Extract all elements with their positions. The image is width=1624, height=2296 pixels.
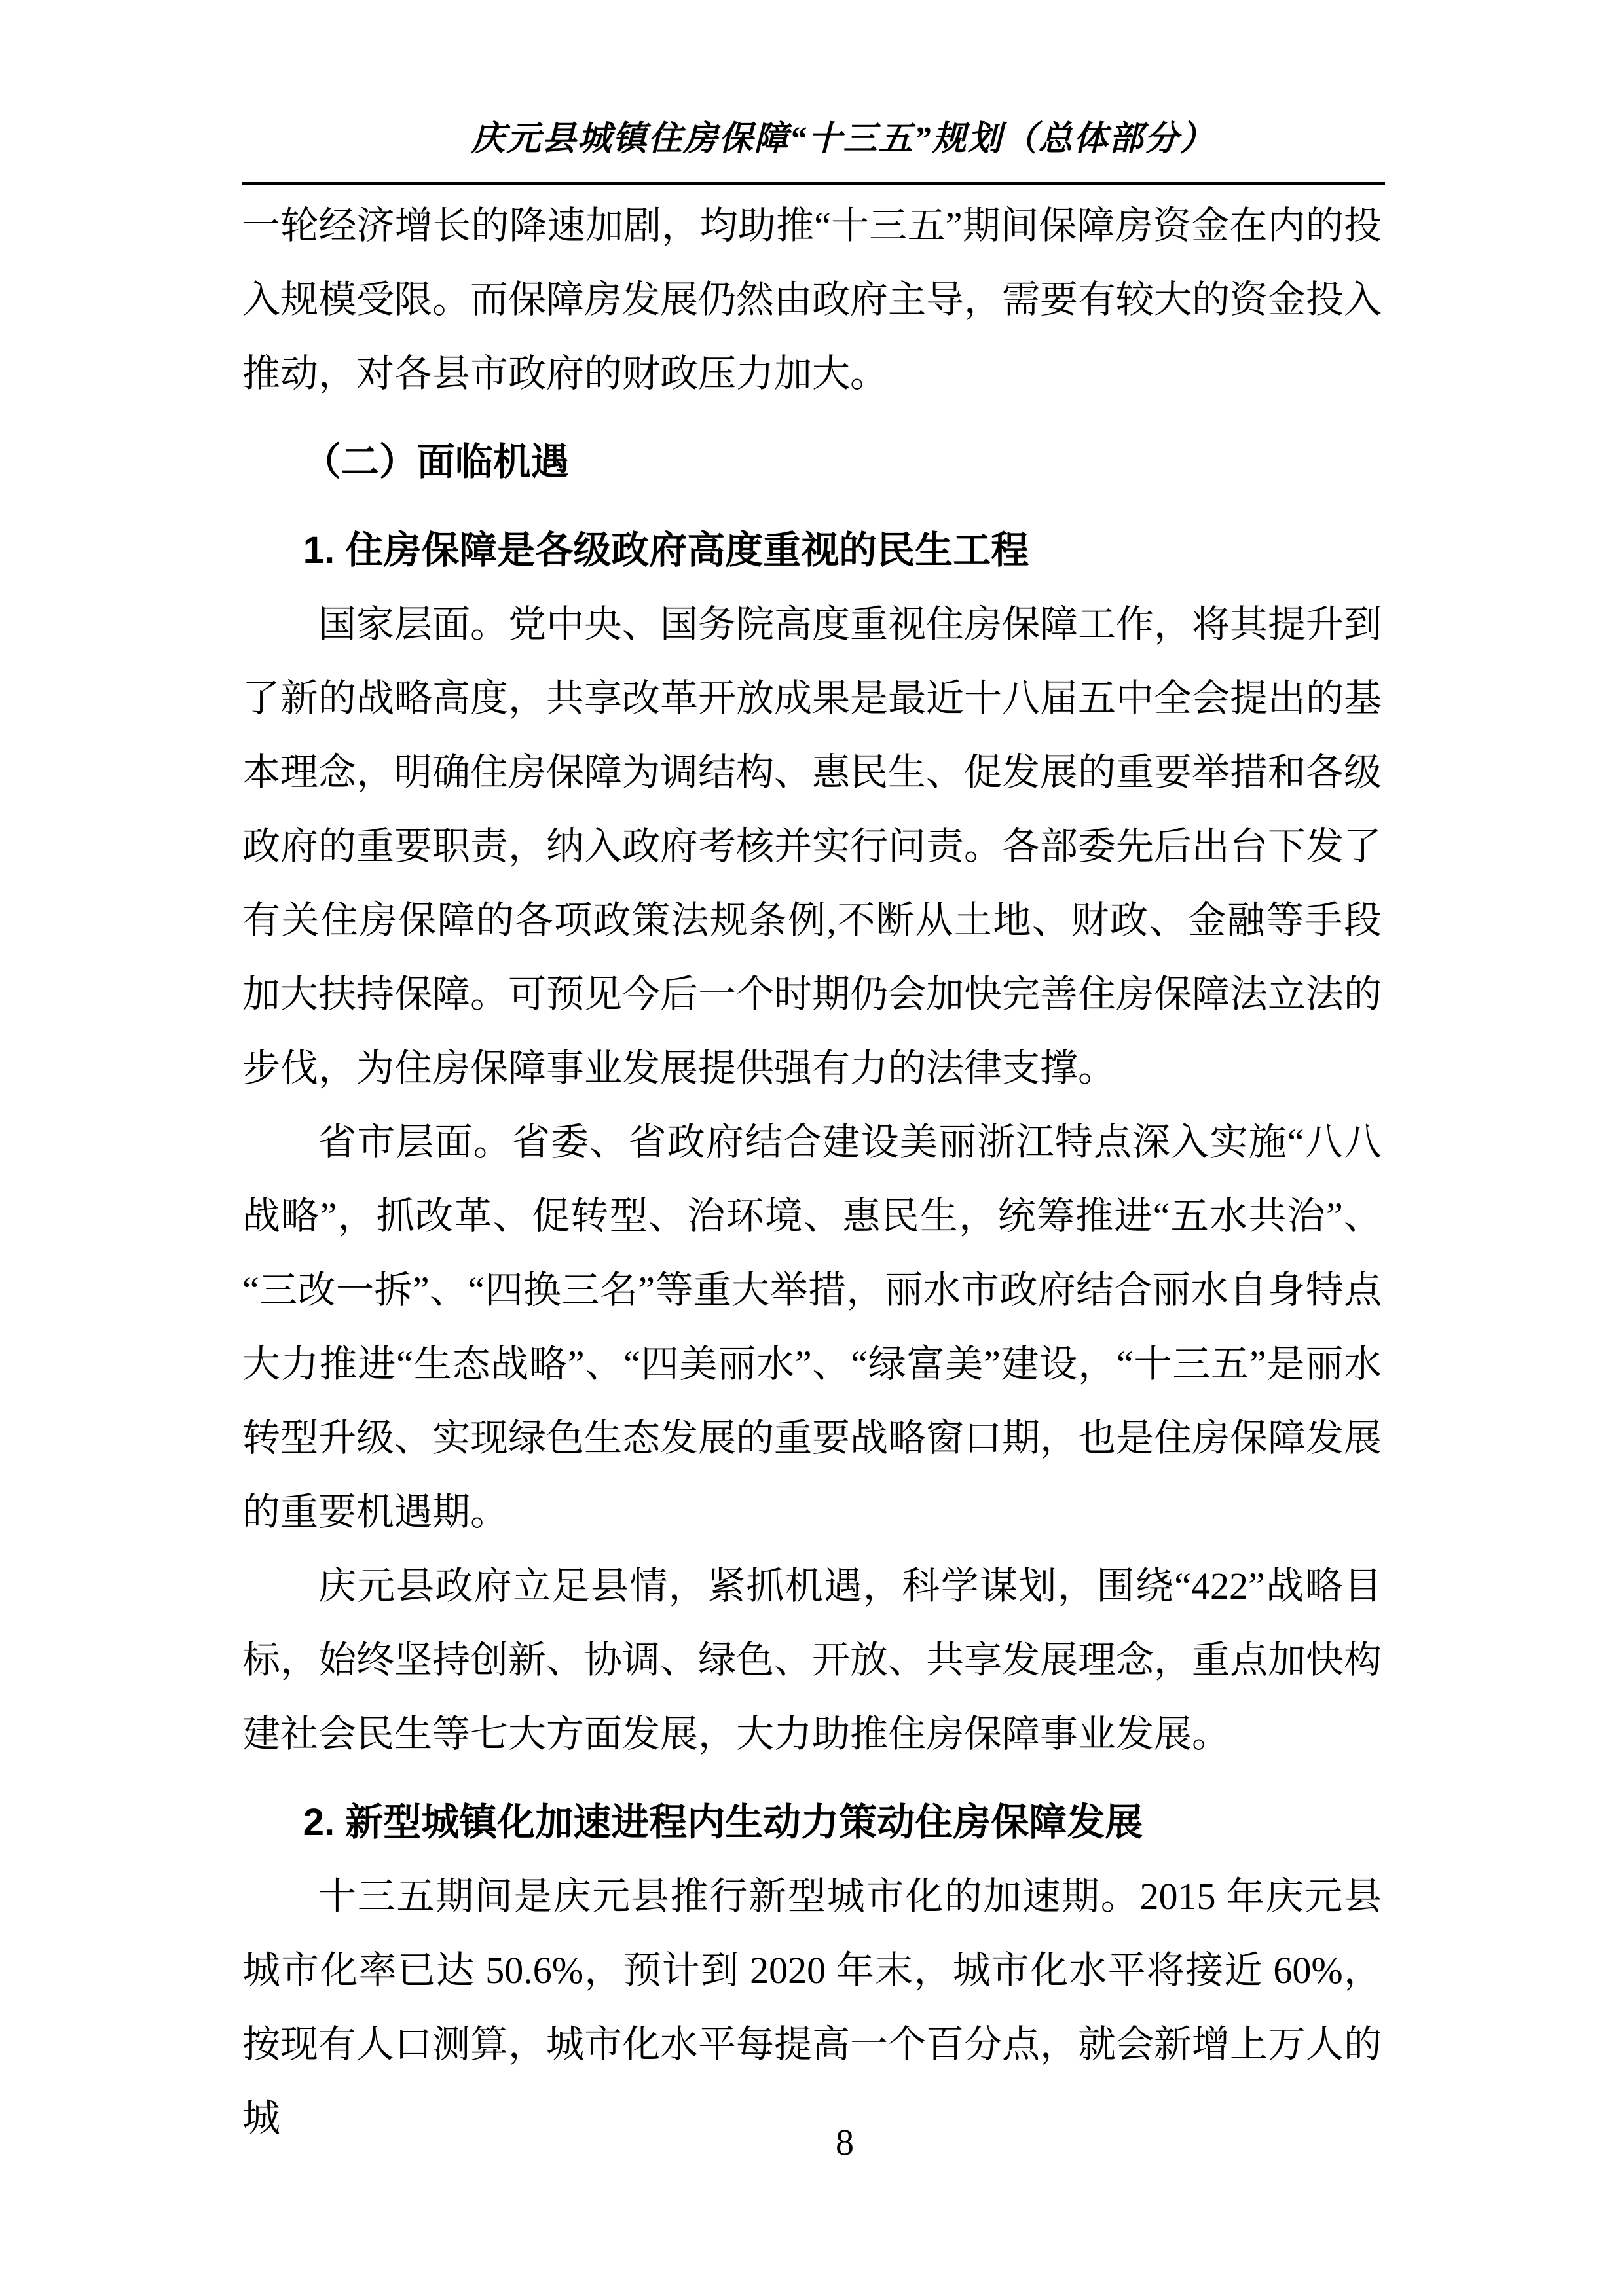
- paragraph-county-government: 庆元县政府立足县情，紧抓机遇，科学谋划，围绕“422”战略目标，始终坚持创新、协调、绿色、开放、共享发展理念，重点加快构建社会民生等七大方面发展，大力助推住房保障事业发展。: [242, 1565, 1382, 1755]
- paragraph-provincial-level: 省市层面。省委、省政府结合建设美丽浙江特点深入实施“八八战略”，抓改革、促转型、治环境、惠民生，统筹推进“五水共治”、“三改一拆”、“四换三名”等重大举措，丽水市政府结合丽水自身特点大力推进“生态战略”、“四美丽水”、“绿富美”建设，“十三五”是丽水转型升级、实现绿色生态发展的重要战略窗口期，也是住房保障发展的重要机遇期。: [242, 1121, 1382, 1533]
- document-body: [242, 189, 1382, 2155]
- subsection-heading-urbanization: 2. 新型城镇化加速进程内生动力策动住房保障发展: [303, 1801, 1143, 1844]
- subsection-heading-housing-security: 1. 住房保障是各级政府高度重视的民生工程: [303, 529, 1029, 572]
- header-title: 庆元县城镇住房保障“十三五”规划（总体部分）: [471, 120, 1215, 158]
- paragraph-national-level: 国家层面。党中央、国务院高度重视住房保障工作，将其提升到了新的战略高度，共享改革开放成果是最近十八届五中全会提出的基本理念，明确住房保障为调结构、惠民生、促发展的重要举措和各级政府的重要职责，纳入政府考核并实行问责。各部委先后出台下发了有关住房保障的各项政策法规条例,不断从土地、财政、金融等手段加大扶持保障。可预见今后一个时期仍会加快完善住房保障法立法的步伐，为住房保障事业发展提供强有力的法律支撑。: [242, 603, 1382, 1089]
- paragraph-urbanization-rate: 十三五期间是庆元县推行新型城市化的加速期。2015 年庆元县城市化率已达 50.6%，预计到 2020 年末，城市化水平将接近 60%，按现有人口测算，城市化水平每提高一个百分点，就会新增上万人的城: [242, 1875, 1382, 2140]
- page-footer: [242, 2120, 1385, 2166]
- paragraph-economic-slowdown: 一轮经济增长的降速加剧，均助推“十三五”期间保障房资金在内的投入规模受限。而保障房发展仍然由政府主导，需要有较大的资金投入推动，对各县市政府的财政压力加大。: [242, 204, 1382, 395]
- section-heading-opportunities: （二）面临机遇: [303, 441, 569, 483]
- page-number: 8: [836, 2123, 854, 2163]
- running-header: [242, 0, 1385, 185]
- header-rule: [242, 182, 1385, 185]
